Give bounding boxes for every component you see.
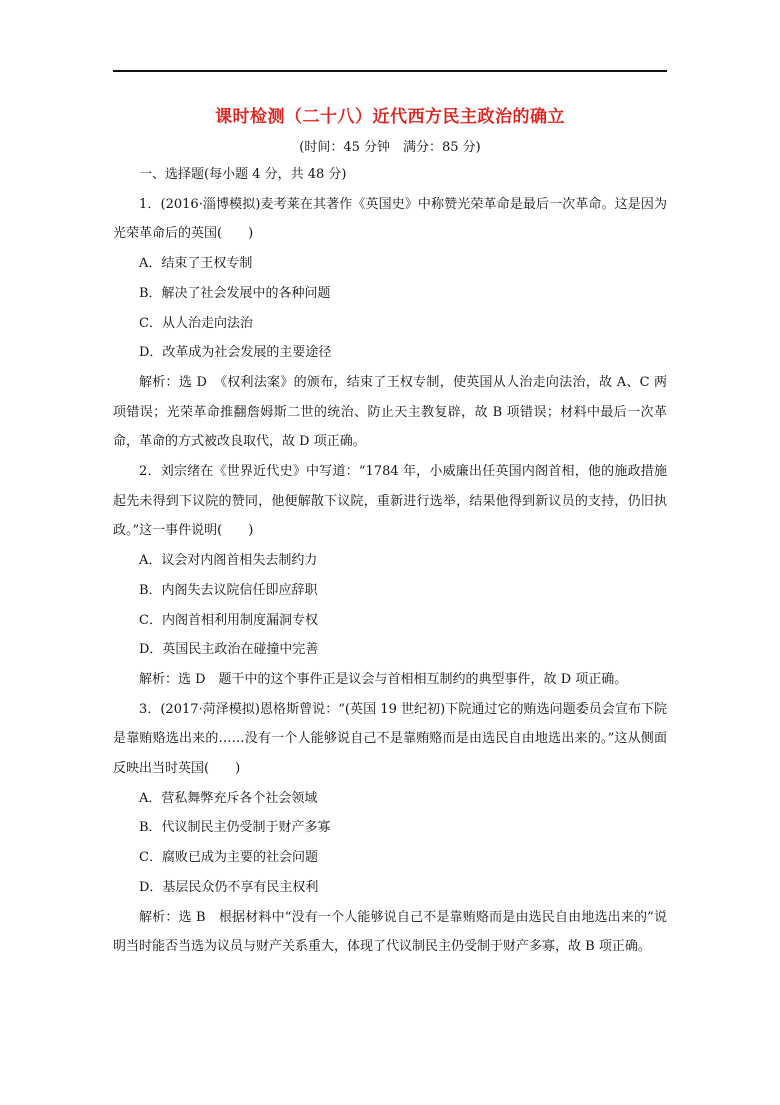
question-1-option-a: A．结束了王权专制 [139,256,253,272]
question-3-stem: 3．(2017·菏泽模拟)恩格斯曾说：“(英国 19 世纪初)下院通过它的贿选问题委员会宣布下院是靠贿赂选出来的……没有一个人能够说自己不是靠贿赂而是由选民自由地选出来的。”这从侧面反映出当时英国( ) [113,701,667,777]
question-1-analysis: 解析：选 D 《权利法案》的颁布，结束了王权专制，使英国从人治走向法治，故 A、C 两项错误；光荣革命推翻詹姆斯二世的统治、防止天主教复辟，故 B 项错误；材料中最后一次革命，革命的方式被改良取代，故 D 项正确。 [113,374,667,450]
question-2-option-d: D．英国民主政治在碰撞中完善 [139,642,319,658]
document-body [113,160,667,962]
header-rule [113,70,667,72]
question-2-stem: 2．刘宗绪在《世界近代史》中写道：“1784 年，小威廉出任英国内阁首相，他的施政措施起先未得到下议院的赞同，他便解散下议院，重新进行选举，结果他得到新议员的支持，仍旧执政。”这一事件说明( ) [113,464,667,539]
question-1-option-c: C．从人治走向法治 [139,315,253,331]
question-3-option-a: A．营私舞弊充斥各个社会领域 [139,790,318,806]
question-1-option-d: D．改革成为社会发展的主要途径 [139,345,332,361]
section-heading: 一、选择题(每小题 4 分，共 48 分) [139,167,347,182]
question-1-option-b: B．解决了社会发展中的各种问题 [139,285,331,301]
question-2-analysis: 解析：选 D 题干中的这个事件正是议会与首相相互制约的典型事件，故 D 项正确。 [139,671,628,687]
question-2-option-a: A．议会对内阁首相失去制约力 [139,553,318,569]
question-1-stem: 1．(2016·淄博模拟)麦考莱在其著作《英国史》中称赞光荣革命是最后一次革命。这是因为光荣革命后的英国( ) [113,196,667,242]
question-2-option-b: B．内阁失去议院信任即应辞职 [139,582,318,598]
question-3-option-d: D．基层民众仍不享有民主权利 [139,879,319,895]
page-title: 课时检测（二十八）近代西方民主政治的确立 [215,107,565,127]
question-3-analysis: 解析：选 B 根据材料中“没有一个人能够说自己不是靠贿赂而是由选民自由地选出来的”说明当时能否当选为议员与财产关系重大，体现了代议制民主仍受制于财产多寡，故 B 项正确。 [113,909,667,955]
question-3-option-c: C．腐败已成为主要的社会问题 [139,850,318,866]
question-3-option-b: B．代议制民主仍受制于财产多寡 [139,820,331,836]
question-2-option-c: C．内阁首相利用制度漏洞专权 [139,612,318,628]
exam-time-score: (时间：45 分钟 满分：85 分) [299,140,481,155]
